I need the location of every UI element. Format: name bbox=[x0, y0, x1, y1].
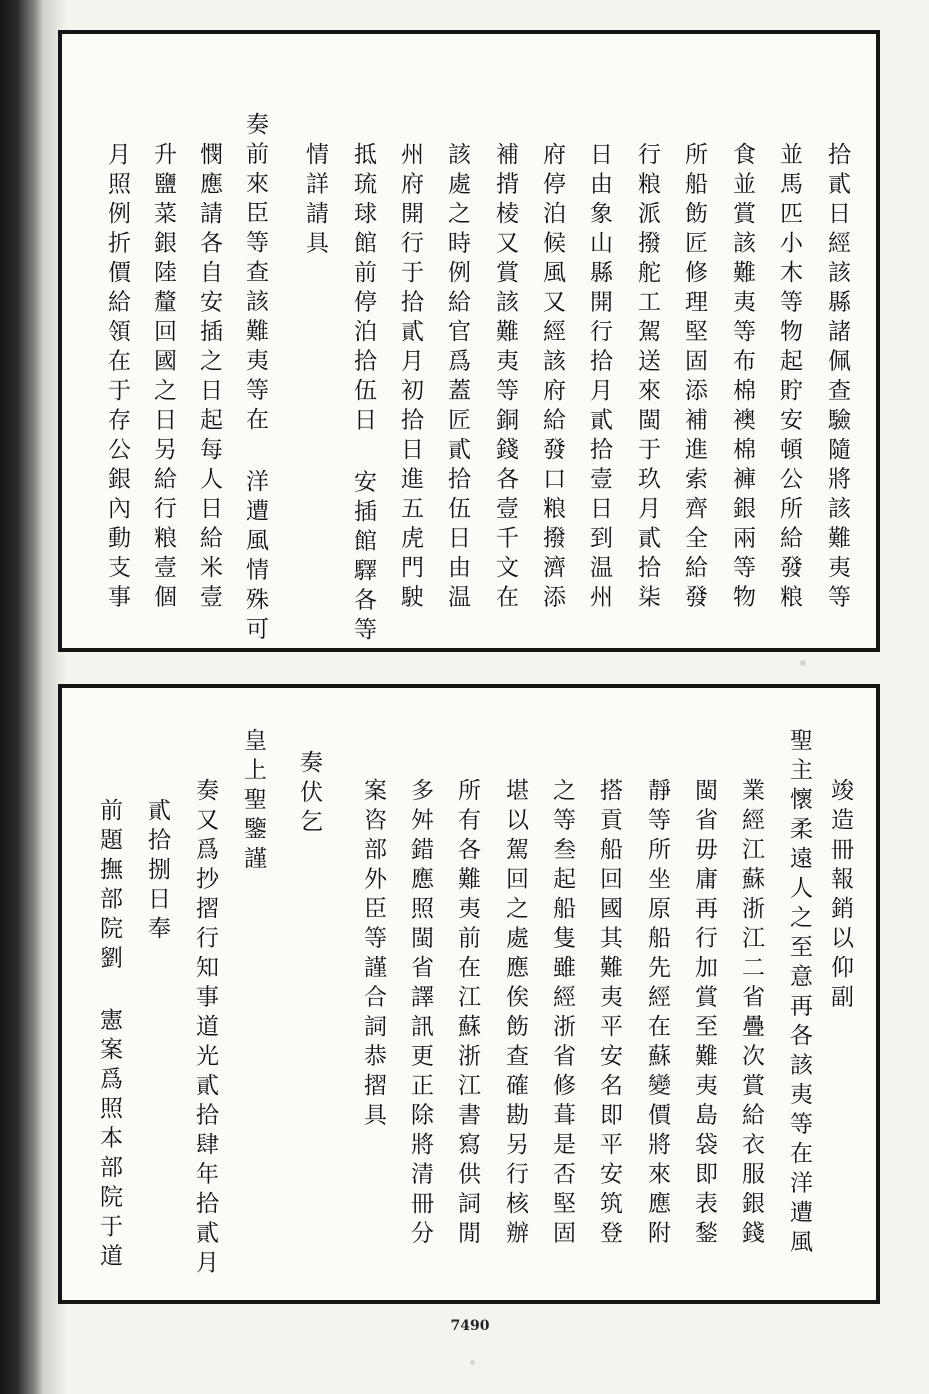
lower-column-6: 搭貢船回國其難夷平安名即平安筑登 bbox=[596, 778, 622, 1250]
upper-column-13: 奏前來臣等查該難夷等在 洋遭風情殊可 bbox=[242, 112, 268, 646]
upper-column-8: 補揹棱又賞該難夷等銅錢各壹千文在 bbox=[492, 142, 518, 614]
lower-column-4: 閩省毋庸再行加賞至難夷島袋即表鍫 bbox=[691, 778, 717, 1250]
upper-column-3: 食並賞該難夷等布棉襖棉褲銀兩等物 bbox=[729, 142, 755, 614]
lower-column-12: 奏伏乞 bbox=[296, 750, 322, 839]
upper-column-15: 升鹽菜銀陸釐回國之日另給行粮壹個 bbox=[150, 142, 176, 614]
upper-column-5: 行粮派撥舵工駕送來閩于玖月貳拾柒 bbox=[634, 142, 660, 614]
scan-speck bbox=[470, 1360, 475, 1365]
upper-column-12: 情詳請具 bbox=[302, 142, 328, 260]
lower-column-16: 前題撫部院劉 憲案爲照本部院于道 bbox=[96, 798, 122, 1273]
lower-column-7: 之等叁起船隻雖經浙省修葺是否堅固 bbox=[549, 778, 575, 1250]
book-binding-shadow bbox=[0, 0, 44, 1394]
lower-column-10: 多舛錯應照閩省譯訊更正除將清冊分 bbox=[407, 778, 433, 1250]
upper-column-2: 並馬匹小木等物起貯安頓公所給發粮 bbox=[776, 142, 802, 614]
upper-column-11: 抵琉球館前停泊拾伍日 安插館驛各等 bbox=[350, 142, 376, 647]
upper-column-10: 州府開行于拾貳月初拾日進五虎門駛 bbox=[397, 142, 423, 614]
upper-column-7: 府停泊候風又經該府給發口粮撥濟添 bbox=[539, 142, 565, 614]
upper-column-14: 憫應請各自安插之日起每人日給米壹 bbox=[196, 142, 222, 614]
upper-column-9: 該處之時例給官爲蓋匠貳拾伍日由温 bbox=[444, 142, 470, 614]
scan-speck bbox=[800, 660, 806, 666]
lower-text-panel bbox=[58, 684, 880, 1304]
lower-columns bbox=[62, 688, 876, 1300]
lower-column-1: 竣造冊報銷以仰副 bbox=[827, 778, 853, 1014]
lower-column-2: 聖主懷柔遠人之至意再各該夷等在洋遭風 bbox=[786, 728, 812, 1259]
upper-column-6: 日由象山縣開行拾月貳拾壹日到温州 bbox=[586, 142, 612, 614]
upper-columns bbox=[62, 34, 876, 648]
lower-column-5: 靜等所坐原船先經在蘇變價將來應附 bbox=[644, 778, 670, 1250]
lower-column-13: 皇上聖鑒謹 bbox=[240, 728, 266, 876]
lower-column-8: 堪以駕回之處應俟飭查確勘另行核辦 bbox=[502, 778, 528, 1250]
lower-column-15: 貳拾捌日奉 bbox=[144, 798, 170, 946]
upper-text-panel bbox=[58, 30, 880, 652]
page-number: 7490 bbox=[450, 1318, 490, 1334]
upper-column-4: 所船飭匠修理堅固添補進索齊全給發 bbox=[681, 142, 707, 614]
lower-column-14: 奏又爲抄摺行知事道光貳拾肆年拾貳月 bbox=[192, 778, 218, 1280]
lower-column-11: 案咨部外臣等謹合詞恭摺具 bbox=[360, 778, 386, 1132]
upper-column-16: 月照例折價給領在于存公銀內動支事 bbox=[104, 142, 130, 614]
lower-column-3: 業經江蘇浙江二省疊次賞給衣服銀錢 bbox=[738, 778, 764, 1250]
upper-column-1: 拾貳日經該縣諸佩查驗隨將該難夷等 bbox=[824, 142, 850, 614]
lower-column-9: 所有各難夷前在江蘇浙江書寫供詞閒 bbox=[454, 778, 480, 1250]
